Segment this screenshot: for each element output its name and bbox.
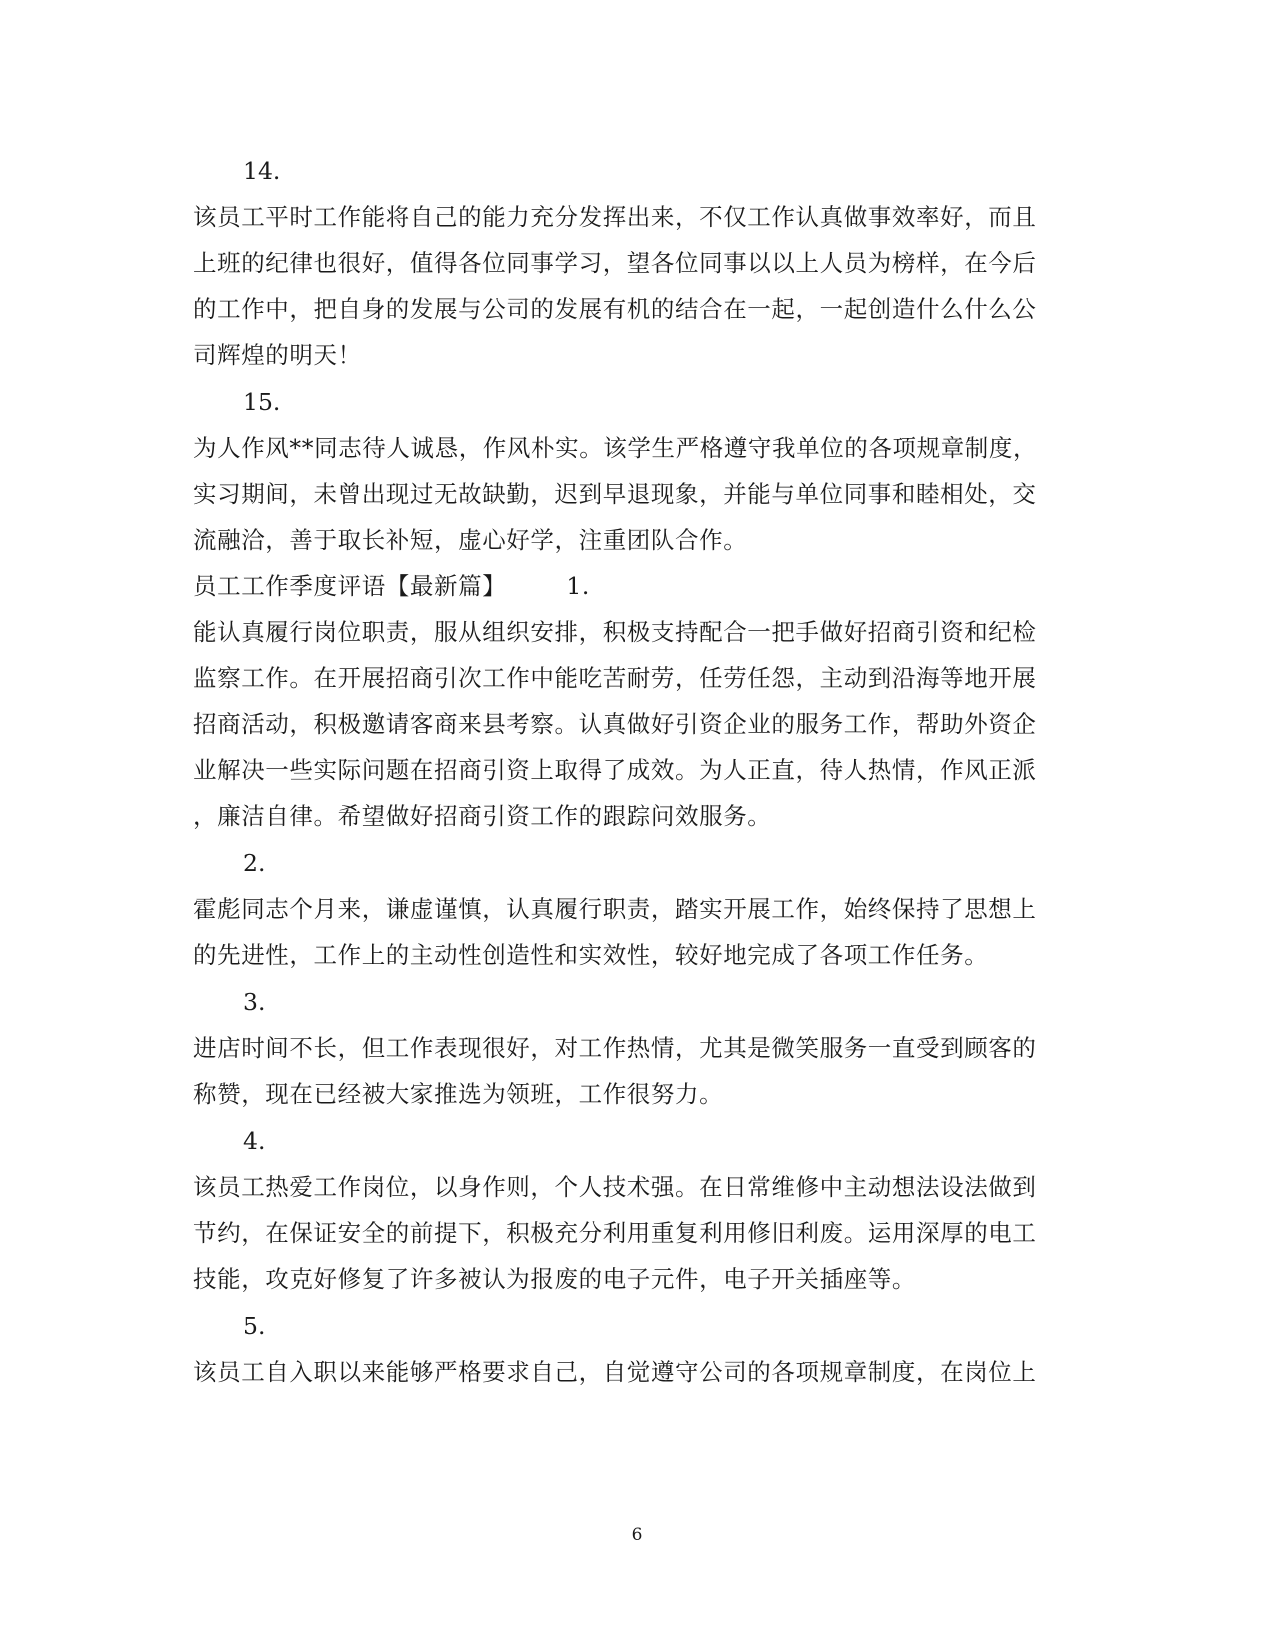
text-line: 进店时间不长，但工作表现很好，对工作热情，尤其是微笑服务一直受到顾客的 [193, 1034, 1037, 1062]
text-line: 上班的纪律也很好，值得各位同事学习，望各位同事以以上人员为榜样，在今后 [193, 249, 1037, 277]
text-line: 招商活动，积极邀请客商来县考察。认真做好引资企业的服务工作，帮助外资企 [193, 710, 1037, 738]
text-line: 司辉煌的明天！ [193, 341, 362, 369]
item-number: 3. [243, 988, 266, 1016]
text-line: ，廉洁自律。希望做好招商引资工作的跟踪问效服务。 [193, 802, 772, 830]
item-number: 2. [243, 849, 266, 877]
item-number: 4. [243, 1127, 266, 1155]
item-number: 14. [243, 157, 281, 185]
item-number: 15. [243, 388, 281, 416]
section-heading-number: 1. [566, 572, 590, 600]
text-line: 称赞，现在已经被大家推选为领班，工作很努力。 [193, 1080, 724, 1108]
text-line: 监察工作。在开展招商引次工作中能吃苦耐劳，任劳任怨，主动到沿海等地开展 [193, 664, 1037, 692]
text-line: 为人作风**同志待人诚恳，作风朴实。该学生严格遵守我单位的各项规章制度， [193, 434, 1038, 462]
section-heading-text: 员工工作季度评语【最新篇】 [193, 572, 507, 600]
text-line: 的工作中，把自身的发展与公司的发展有机的结合在一起，一起创造什么什么公 [193, 295, 1037, 323]
text-line: 霍彪同志个月来，谦虚谨慎，认真履行职责，踏实开展工作，始终保持了思想上 [193, 895, 1037, 923]
page-number: 6 [631, 1525, 643, 1545]
text-line: 实习期间，未曾出现过无故缺勤，迟到早退现象，并能与单位同事和睦相处，交 [193, 480, 1037, 508]
text-line: 该员工自入职以来能够严格要求自己，自觉遵守公司的各项规章制度，在岗位上 [193, 1358, 1037, 1386]
text-line: 该员工平时工作能将自己的能力充分发挥出来，不仅工作认真做事效率好，而且 [193, 203, 1037, 231]
text-line: 技能，攻克好修复了许多被认为报废的电子元件，电子开关插座等。 [193, 1265, 916, 1293]
text-line: 的先进性，工作上的主动性创造性和实效性，较好地完成了各项工作任务。 [193, 941, 989, 969]
text-line: 该员工热爱工作岗位，以身作则，个人技术强。在日常维修中主动想法设法做到 [193, 1173, 1037, 1201]
text-line: 流融洽，善于取长补短，虚心好学，注重团队合作。 [193, 526, 748, 554]
item-number: 5. [243, 1312, 266, 1340]
text-line: 能认真履行岗位职责，服从组织安排，积极支持配合一把手做好招商引资和纪检 [193, 618, 1037, 646]
text-line: 业解决一些实际问题在招商引资上取得了成效。为人正直，待人热情，作风正派 [193, 756, 1037, 784]
text-line: 节约，在保证安全的前提下，积极充分利用重复利用修旧利废。运用深厚的电工 [193, 1219, 1037, 1247]
section-heading [193, 571, 590, 601]
